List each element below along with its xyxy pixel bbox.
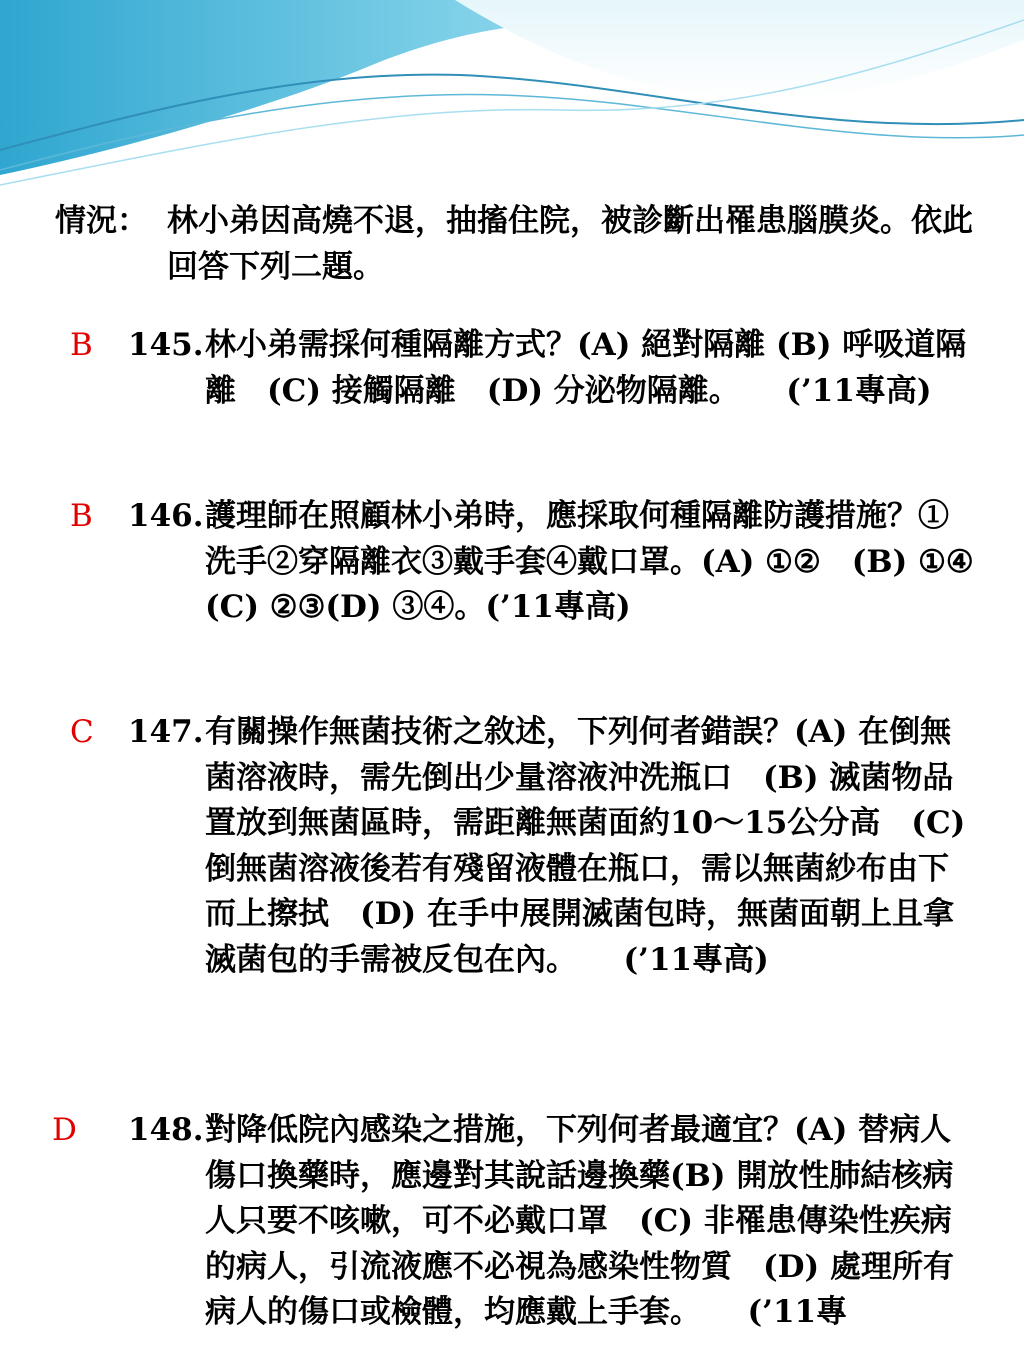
question-number: 146. (128, 498, 204, 534)
question-number: 147. (128, 714, 204, 750)
scenario-text: 林小弟因高燒不退，抽搐住院，被診斷出罹患腦膜炎。依此回答下列二題。 (167, 203, 973, 285)
question-text: 護理師在照顧林小弟時，應採取何種隔離防護措施？①洗手②穿隔離衣③戴手套④戴口罩。(A) ①② (B) ①④ (C) ②③(D) ③④。(’11專高) (205, 498, 1005, 625)
scenario-label: 情況： (55, 203, 148, 239)
question-number: 145. (128, 327, 204, 363)
question-number: 148. (128, 1112, 204, 1148)
question-text: 有關操作無菌技術之敘述，下列何者錯誤？(A) 在倒無菌溶液時，需先倒出少量溶液沖洗瓶口 (B) 滅菌物品置放到無菌區時，需距離無菌面約10～15公分高 (C) 倒無菌溶液後若有殘留液體在瓶口，需以無菌紗布由下而上擦拭 (D) 在手中展開滅菌包時，無菌面朝上且拿滅菌包的手需被反包在內。 (’11專高) (205, 714, 966, 978)
question-text: 對降低院內感染之措施，下列何者最適宜？(A) 替病人傷口換藥時，應邊對其說話邊換藥(B) 開放性肺結核病人只要不咳嗽，可不必戴口罩 (C) 非罹患傳染性疾病的病人，引流液應不必視為感染性物質 (D) 處理所有病人的傷口或檢體，均應戴上手套。 (’11專 (205, 1112, 955, 1330)
answer-key: C (70, 714, 94, 750)
answer-key: D (52, 1112, 77, 1148)
scenario-block (55, 198, 975, 290)
answer-key: B (70, 327, 93, 363)
answer-key: B (70, 498, 93, 534)
question-text: 林小弟需採何種隔離方式？(A) 絕對隔離 (B) 呼吸道隔離 (C) 接觸隔離 (D) 分泌物隔離。 (’11專高) (205, 327, 967, 409)
